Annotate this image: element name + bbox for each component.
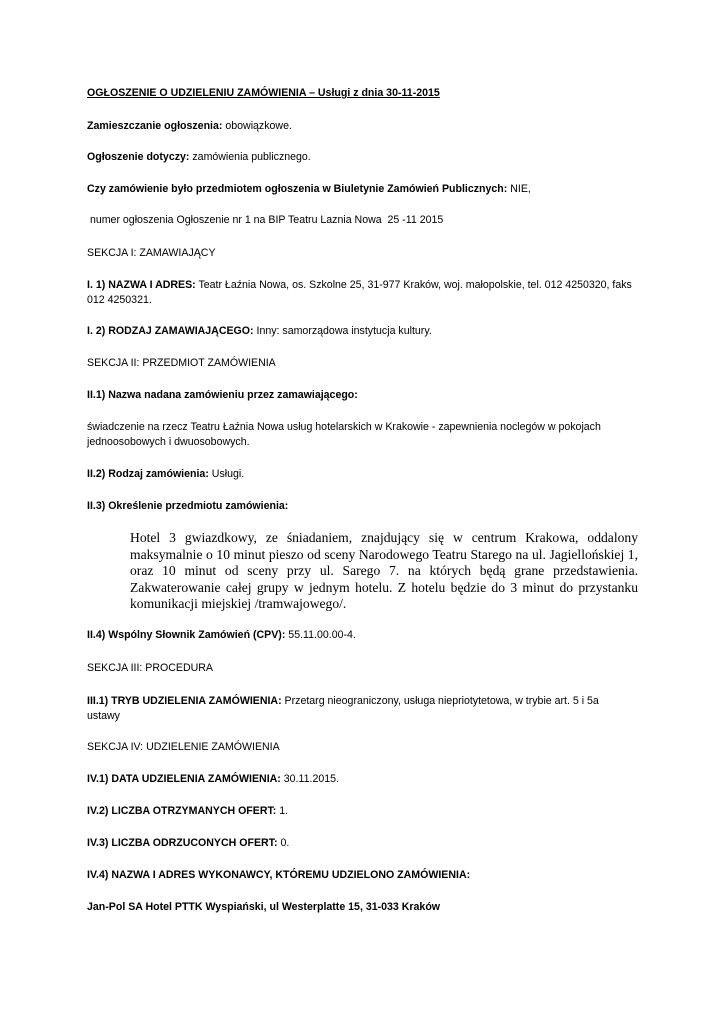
s4-3-line [87,836,289,851]
dotyczy-value: zamówienia publicznego. [189,151,311,163]
dotyczy-line [87,150,311,165]
s3-1-line [87,694,627,724]
s4-1-value: 30.11.2015. [280,773,339,785]
sekcja-4-heading: SEKCJA IV: UDZIELENIE ZAMÓWIENIA [87,741,280,753]
numer-ogloszenia: numer ogłoszenia Ogłoszenie nr 1 na BIP Teatru Laznia Nowa 25 -11 2015 [87,214,444,226]
s4-2-value: 1. [276,805,289,817]
zamieszczanie-line [87,119,292,134]
zamieszczanie-label: Zamieszczanie ogłoszenia: [87,120,223,132]
s4-1-label: IV.1) DATA UDZIELENIA ZAMÓWIENIA: [87,773,281,785]
s2-4-line [87,628,356,643]
s1-1-label: I. 1) NAZWA I ADRES: [87,279,196,291]
sekcja-3-heading: SEKCJA III: PROCEDURA [87,662,213,674]
s1-1-value: Teatr Łaźnia Nowa, os. Szkolne 25, 31-977 Kraków, woj. małopolskie, tel. 012 4250320, faks 012 4250321. [87,279,632,306]
s2-1-label: II.1) Nazwa nadana zamówieniu przez zamawiającego: [87,389,358,401]
sekcja-2-heading: SEKCJA II: PRZEDMIOT ZAMÓWIENIA [87,357,276,369]
s1-2-line [87,324,432,339]
s3-1-label: III.1) TRYB UDZIELENIA ZAMÓWIENIA: [87,695,282,707]
biuletyn-value: NIE, [507,183,531,195]
biuletyn-label: Czy zamówienie było przedmiotem ogłoszenia w Biuletynie Zamówień Publicznych: [87,183,508,195]
s4-3-label: IV.3) LICZBA ODRZUCONYCH OFERT: [87,837,278,849]
biuletyn-line [87,182,531,197]
document-title: OGŁOSZENIE O UDZIELENIU ZAMÓWIENIA – Usługi z dnia 30-11-2015 [87,87,440,99]
wykonawca-name: Jan-Pol SA Hotel PTTK Wyspiański, ul Westerplatte 15, 31-033 Kraków [87,901,441,913]
s1-1-line [87,278,647,308]
s2-2-line [87,467,244,482]
s4-1-line [87,772,339,787]
s2-3-label: II.3) Określenie przedmiotu zamówienia: [87,500,289,512]
zamieszczanie-value: obowiązkowe. [222,120,292,132]
s1-2-value: Inny: samorządowa instytucja kultury. [253,325,432,337]
s4-2-line [87,804,288,819]
s4-4-label: IV.4) NAZWA I ADRES WYKONAWCY, KTÓREMU UDZIELONO ZAMÓWIENIA: [87,869,471,881]
s2-3-description: Hotel 3 gwiazdkowy, ze śniadaniem, znajdujący się w centrum Krakowa, oddalony maksymalnie o 10 minut pieszo od sceny Narodowego Teatru Starego na ul. Jagiellońskiej 1, oraz 10 minut od sceny przy ul. Sarego 7. na których będą grane przedstawienia. Zakwaterowanie całej grupy w jednym hotelu. Z hotelu będzie do 3 minut do przystanku komunikacji miejskiej /tramwajowego/. [130,530,638,611]
dotyczy-label: Ogłoszenie dotyczy: [87,151,190,163]
s3-1-value: Przetarg nieograniczony, usługa niepriotytetowa, w trybie art. 5 i 5a ustawy [87,695,599,722]
s2-2-label: II.2) Rodzaj zamówienia: [87,468,209,480]
s2-4-label: II.4) Wspólny Słownik Zamówień (CPV): [87,629,286,641]
s1-2-label: I. 2) RODZAJ ZAMAWIAJĄCEGO: [87,325,254,337]
s2-4-value: 55.11.00.00-4. [285,629,356,641]
s2-2-value: Usługi. [208,468,245,480]
s4-3-value: 0. [277,837,290,849]
sekcja-1-heading: SEKCJA I: ZAMAWIAJĄCY [87,247,216,259]
s2-1-value: świadczenie na rzecz Teatru Łaźnia Nowa usług hotelarskich w Krakowie - zapewnienia noclegów w pokojach jednoosobowych i dwuosobowych. [87,421,601,448]
s4-2-label: IV.2) LICZBA OTRZYMANYCH OFERT: [87,805,277,817]
